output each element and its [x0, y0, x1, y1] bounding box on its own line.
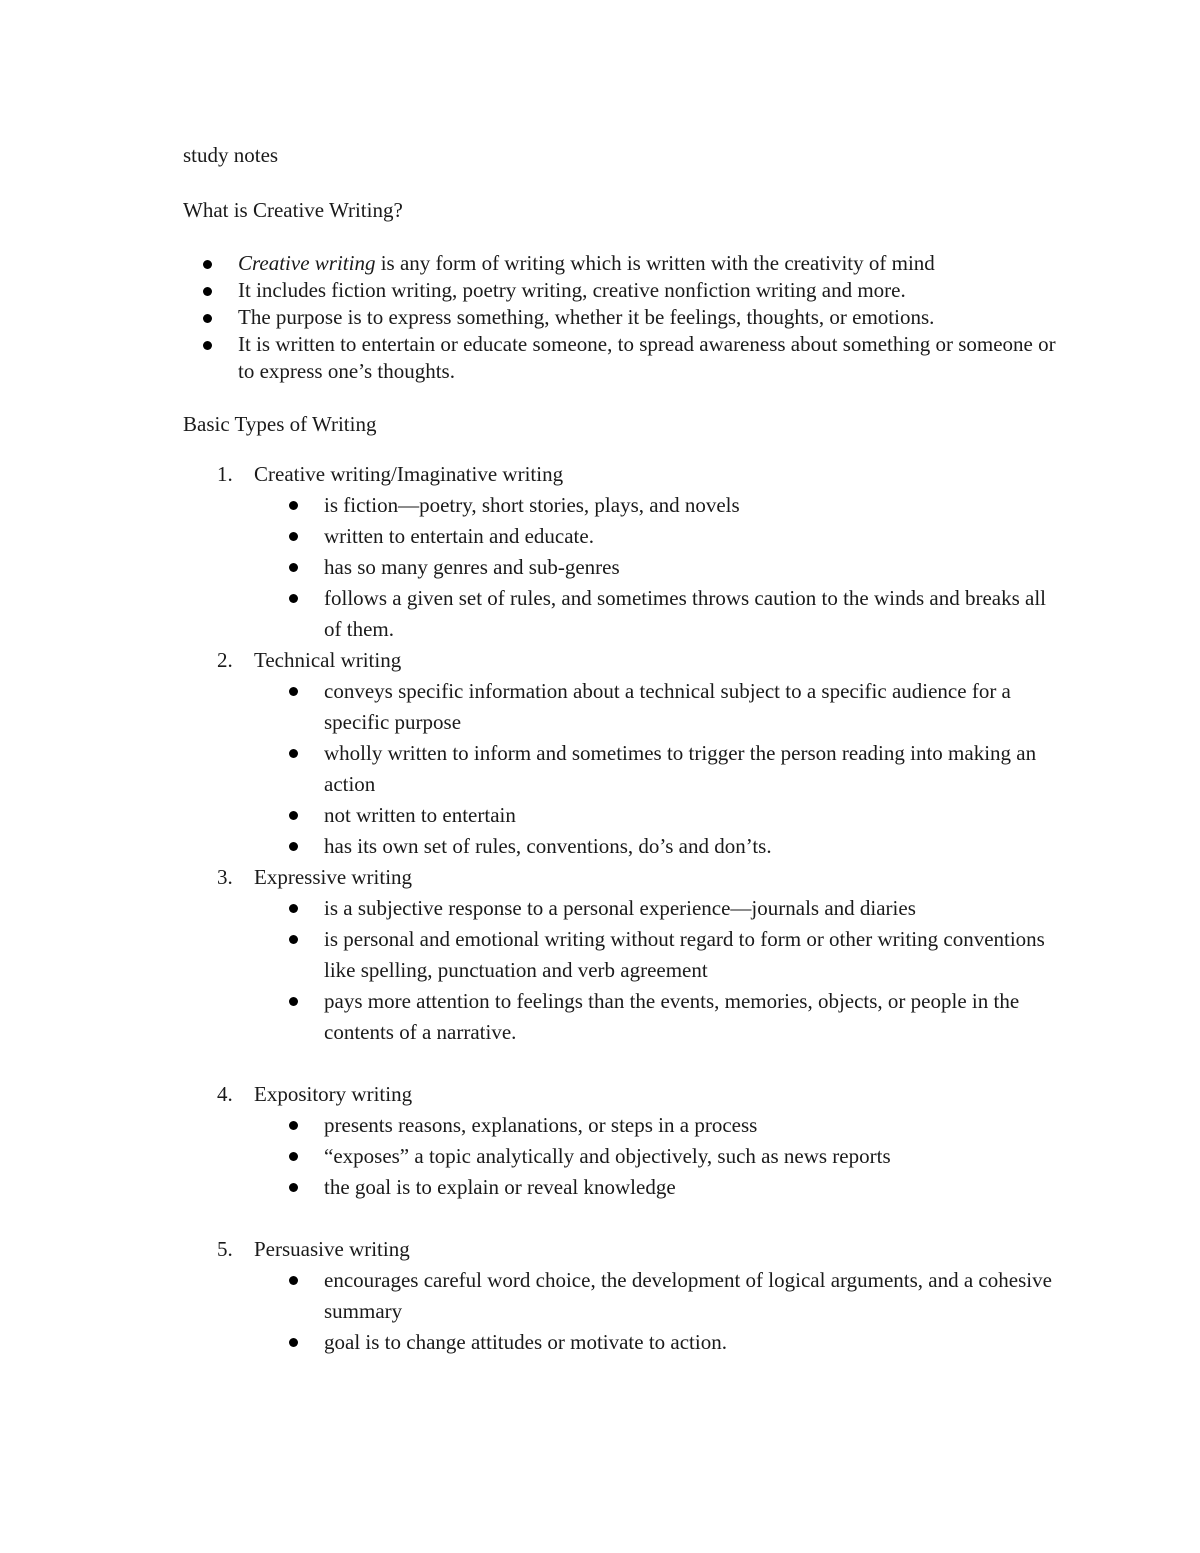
intro-bullet-text: is any form of writing which is written with the creativity of mind: [375, 251, 935, 275]
intro-bullet-list: [183, 250, 1063, 385]
sub-bullet: the goal is to explain or reveal knowledge: [254, 1172, 1063, 1203]
sub-bullet: follows a given set of rules, and sometimes throws caution to the winds and breaks all of them.: [254, 583, 1063, 645]
intro-bullet-emphasis: Creative writing: [238, 251, 376, 275]
sub-bullet: “exposes” a topic analytically and objectively, such as news reports: [254, 1141, 1063, 1172]
document-label: study notes: [183, 143, 279, 167]
sub-bullet-list: [254, 893, 1063, 1048]
sub-bullet: pays more attention to feelings than the events, memories, objects, or people in the contents of a narrative.: [254, 986, 1063, 1048]
sub-bullet: is personal and emotional writing without regard to form or other writing conventions like spelling, punctuation and verb agreement: [254, 924, 1063, 986]
intro-bullet: [183, 304, 1063, 331]
list-number: 4.: [217, 1082, 233, 1106]
intro-bullet: [183, 331, 1063, 385]
sub-bullet: is a subjective response to a personal experience—journals and diaries: [254, 893, 1063, 924]
sub-bullet-list: [254, 676, 1063, 862]
writing-type-title: Expressive writing: [254, 865, 413, 889]
list-number: 1.: [217, 462, 233, 486]
writing-type-item: [183, 1234, 1063, 1358]
sub-bullet-list: [254, 490, 1063, 645]
writing-type-item: [183, 459, 1063, 645]
sub-bullet: conveys specific information about a technical subject to a specific audience for a specific purpose: [254, 676, 1063, 738]
intro-bullet: [183, 250, 1063, 277]
sub-bullet: is fiction—poetry, short stories, plays, and novels: [254, 490, 1063, 521]
sub-bullet: presents reasons, explanations, or steps in a process: [254, 1110, 1063, 1141]
sub-bullet: has its own set of rules, conventions, do’s and don’ts.: [254, 831, 1063, 862]
sub-bullet: has so many genres and sub-genres: [254, 552, 1063, 583]
intro-bullet-text: It includes fiction writing, poetry writing, creative nonfiction writing and more.: [238, 278, 906, 302]
writing-type-item: [183, 862, 1063, 1048]
intro-bullet: [183, 277, 1063, 304]
types-heading: Basic Types of Writing: [183, 412, 377, 436]
sub-bullet: encourages careful word choice, the development of logical arguments, and a cohesive summary: [254, 1265, 1063, 1327]
writing-type-item: [183, 645, 1063, 862]
intro-bullet-text: The purpose is to express something, whether it be feelings, thoughts, or emotions.: [238, 305, 935, 329]
sub-bullet: wholly written to inform and sometimes to trigger the person reading into making an action: [254, 738, 1063, 800]
sub-bullet: written to entertain and educate.: [254, 521, 1063, 552]
list-number: 3.: [217, 865, 233, 889]
sub-bullet-list: [254, 1265, 1063, 1358]
writing-type-title: Expository writing: [254, 1082, 413, 1106]
writing-type-title: Creative writing/Imaginative writing: [254, 462, 564, 486]
sub-bullet: not written to entertain: [254, 800, 1063, 831]
writing-type-title: Technical writing: [254, 648, 402, 672]
list-number: 5.: [217, 1237, 233, 1261]
list-number: 2.: [217, 648, 233, 672]
writing-type-item: [183, 1079, 1063, 1203]
intro-bullet-text: It is written to entertain or educate someone, to spread awareness about something or someone or to express one’s thoughts.: [238, 332, 1056, 383]
writing-type-title: Persuasive writing: [254, 1237, 410, 1261]
sub-bullet-list: [254, 1110, 1063, 1203]
document-body: [183, 140, 1063, 1358]
writing-types-list: [183, 459, 1063, 1358]
sub-bullet: goal is to change attitudes or motivate to action.: [254, 1327, 1063, 1358]
intro-heading: What is Creative Writing?: [183, 198, 403, 222]
